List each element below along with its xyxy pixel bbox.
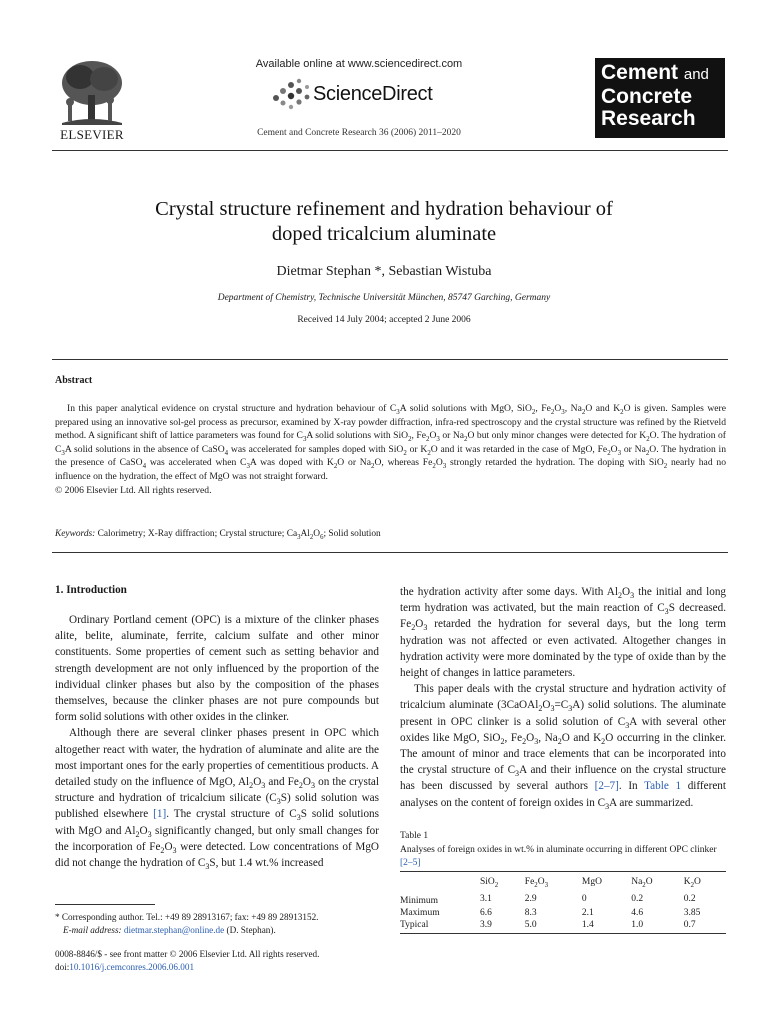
- column-header: $Fe_2O_3$: [524, 877, 549, 889]
- table-bottom-rule: [400, 933, 726, 934]
- journal-logo: [595, 58, 725, 138]
- sciencedirect-logo: [268, 74, 458, 114]
- journal-logo-word: and: [683, 66, 709, 83]
- affiliation: Department of Chemistry, Technische Universität München, 85747 Garching, Germany: [217, 293, 551, 303]
- email-suffix: (D. Stephan).: [224, 925, 276, 935]
- publisher-name: ELSEVIER: [60, 127, 124, 142]
- table-top-rule: [400, 871, 726, 872]
- table-cell: 1.4: [581, 920, 594, 930]
- journal-citation: Cement and Concrete Research 36 (2006) 2011–2020: [257, 128, 461, 138]
- table-cell: 1.0: [631, 920, 644, 930]
- front-matter: [55, 948, 379, 974]
- table-cell: 0: [581, 894, 587, 904]
- journal-logo-word: Research: [601, 107, 696, 130]
- table-label: Table 1: [400, 831, 429, 841]
- table-cell: 3.1: [480, 894, 492, 904]
- table-cell: 3.85: [683, 908, 701, 918]
- abstract-top-rule: [52, 359, 728, 360]
- table-row: [400, 891, 726, 907]
- doi-label: doi:: [55, 962, 70, 972]
- table-cell: 2.1: [581, 908, 594, 918]
- table-1-link[interactable]: Table 1: [644, 780, 682, 793]
- header-rule: [52, 150, 728, 151]
- column-header: $Na_2O$: [631, 877, 653, 889]
- abstract-bottom-rule: [52, 552, 728, 553]
- column-header: SiO$_2$: [480, 877, 499, 889]
- journal-logo-word: Concrete: [601, 85, 693, 108]
- section-heading-introduction: 1. Introduction: [55, 584, 127, 596]
- body-paragraph: This paper deals with the crystal structure and hydration activity of tricalcium aluminate $(3CaOAl_2O_3=C_3A)$ solid solutions. The aluminate present in OPC clinker is a solid solution of $C_3A$ with several other oxides like MgO, SiO$_2$, $Fe_2O_3$, $Na_2O$ and $K_2O$ occurring in the clinker. The amount of minor and trace elements that can be incorporated into the crystal structure of $C_3A$ and their influence on the crystal structure has been discussed by several authors [2–7]. In Table 1 different analyses on the content of foreign oxides in $C_3A$ are summarized.: [400, 683, 727, 811]
- citation-link[interactable]: [2–5]: [400, 858, 421, 868]
- email-label: E-mail address:: [63, 925, 122, 935]
- journal-logo-word: Cement: [601, 61, 679, 84]
- table-row: [400, 919, 726, 931]
- available-online-text: Available online at www.sciencedirect.com: [255, 58, 463, 70]
- front-matter-text: 0008-8846/$ - see front matter © 2006 Elsevier Ltd. All rights reserved.: [55, 949, 320, 959]
- table-cell: 4.6: [631, 908, 644, 918]
- email-link[interactable]: dietmar.stephan@online.de: [123, 925, 225, 935]
- table-row: [400, 907, 726, 919]
- body-paragraph: the hydration activity after some days. With $Al_2O_3$ the initial and long term hydration was activated, but the main reaction of $C_3S$ decreased. $Fe_2O_3$ retarded the hydration for several days, but the long term hydration was not affected or even activated. Altogether changes in hydration activity were more dominated by the type of oxide than by the height of changes in lattice parameters.: [400, 586, 727, 680]
- keywords: Keywords: Calorimetry; X-Ray diffraction; Crystal structure; $Ca_3Al_2O_6$; Solid solution: [55, 529, 381, 541]
- table-caption-text: Analyses of foreign oxides in wt.% in aluminate occurring in different OPC clinker: [400, 845, 717, 855]
- body-paragraph: Although there are several clinker phases present in OPC which altogether react with water, the hydration of aluminate and alite are the most important ones for the early properties of cementitious products. A detailed study on the influence of MgO, $Al_2O_3$ and $Fe_2O_3$ on the crystal structure and hydration of tricalcium silicate $(C_3S)$ solid solution was published elsewhere [1]. The crystal structure of $C_3S$ solid solutions with MgO and $Al_2O_3$ significantly changed, but only small changes for the incorporation of $Fe_2O_3$ were detected. Low concentrations of MgO did not change the hydration of $C_3S$, but 1.4 wt.% increased: [55, 727, 380, 872]
- doi-link[interactable]: 10.1016/j.cemconres.2006.06.001: [69, 962, 195, 972]
- title-line: doped tricalcium aluminate: [271, 223, 497, 245]
- intro-left-column: [55, 600, 379, 871]
- table-cell: 5.0: [524, 920, 537, 930]
- keywords-label: Keywords:: [55, 529, 96, 539]
- column-header: MgO: [581, 877, 602, 887]
- table-cell: 3.9: [480, 920, 492, 930]
- citation-link[interactable]: [1]: [153, 808, 167, 821]
- received-dates: Received 14 July 2004; accepted 2 June 2006: [297, 315, 471, 325]
- row-label: Minimum: [400, 896, 439, 906]
- table-1: [400, 873, 726, 931]
- row-label: Maximum: [400, 908, 440, 918]
- table-cell: 2.9: [524, 894, 537, 904]
- table-cell: 0.2: [631, 894, 644, 904]
- abstract-copyright: © 2006 Elsevier Ltd. All rights reserved.: [55, 484, 212, 496]
- footnote-text: * Corresponding author. Tel.: +49 89 28913167; fax: +49 89 28913152.: [55, 912, 319, 922]
- column-header: $K_2O$: [683, 877, 701, 889]
- table-cell: 0.2: [683, 894, 696, 904]
- corresponding-author-footnote: [55, 911, 379, 937]
- abstract-body: [55, 402, 726, 497]
- table-cell: 8.3: [524, 908, 537, 918]
- table-header-row: [400, 873, 726, 891]
- abstract-heading: Abstract: [55, 375, 93, 386]
- table-caption: [400, 844, 726, 870]
- row-label: Typical: [400, 920, 429, 930]
- body-paragraph: Ordinary Portland cement (OPC) is a mixture of the clinker phases alite, belite, aluminate, ferrite, calcium sulfate and other minor constituents. Some properties of cement such as setting behavior and strength development are not only influenced by the proportion of the individual clinker phases but also by the composition of the phases themselves, because the clinker phases are not pure compounds but form solid solutions with other oxides in the clinker.: [55, 614, 379, 724]
- abstract-paragraph: In this paper analytical evidence on crystal structure and hydration behaviour of $C_3A$ solid solutions with MgO, SiO$_2$, $Fe_2O_3$, $Na_2O$ and $K_2O$ is given. Samples were prepared using an innovative sol-gel process as precursor, examined by X-ray powder diffraction, infra-red spectroscopy and the crystal structure was refined by the Rietveld method. A significant shift of lattice parameters was found for $C_3A$ solid solutions with SiO$_2$, $Fe_2O_3$ or $Na_2O$ but only minor changes were detected for $K_2O$. The hydration of $C_3A$ solid solutions in the absence of CaSO$_4$ was accelerated for samples doped with SiO$_2$ or $K_2O$ and it was retarded in the case of MgO, $Fe_2O_3$ or $Na_2O$. The hydration in the presence of CaSO$_4$ was accelerated when $C_3A$ was doped with $K_2O$ or $Na_2O$, whereas $Fe_2O_3$ strongly retarded the hydration. The doping with SiO$_2$ nearly had no influence on the hydration, the effect of MgO was not straight forward.: [55, 403, 727, 482]
- citation-link[interactable]: [2–7]: [594, 780, 619, 793]
- authors: Dietmar Stephan *, Sebastian Wistuba: [276, 264, 492, 279]
- sciencedirect-dots-icon: [268, 76, 312, 112]
- table-cell: 6.6: [480, 908, 492, 918]
- intro-right-column: [400, 584, 726, 811]
- sciencedirect-wordmark: ScienceDirect: [313, 83, 433, 105]
- footnote-rule: [55, 904, 155, 905]
- title-line: Crystal structure refinement and hydration behaviour of: [155, 198, 613, 220]
- article-title: [100, 197, 668, 247]
- table-cell: 0.7: [683, 920, 696, 930]
